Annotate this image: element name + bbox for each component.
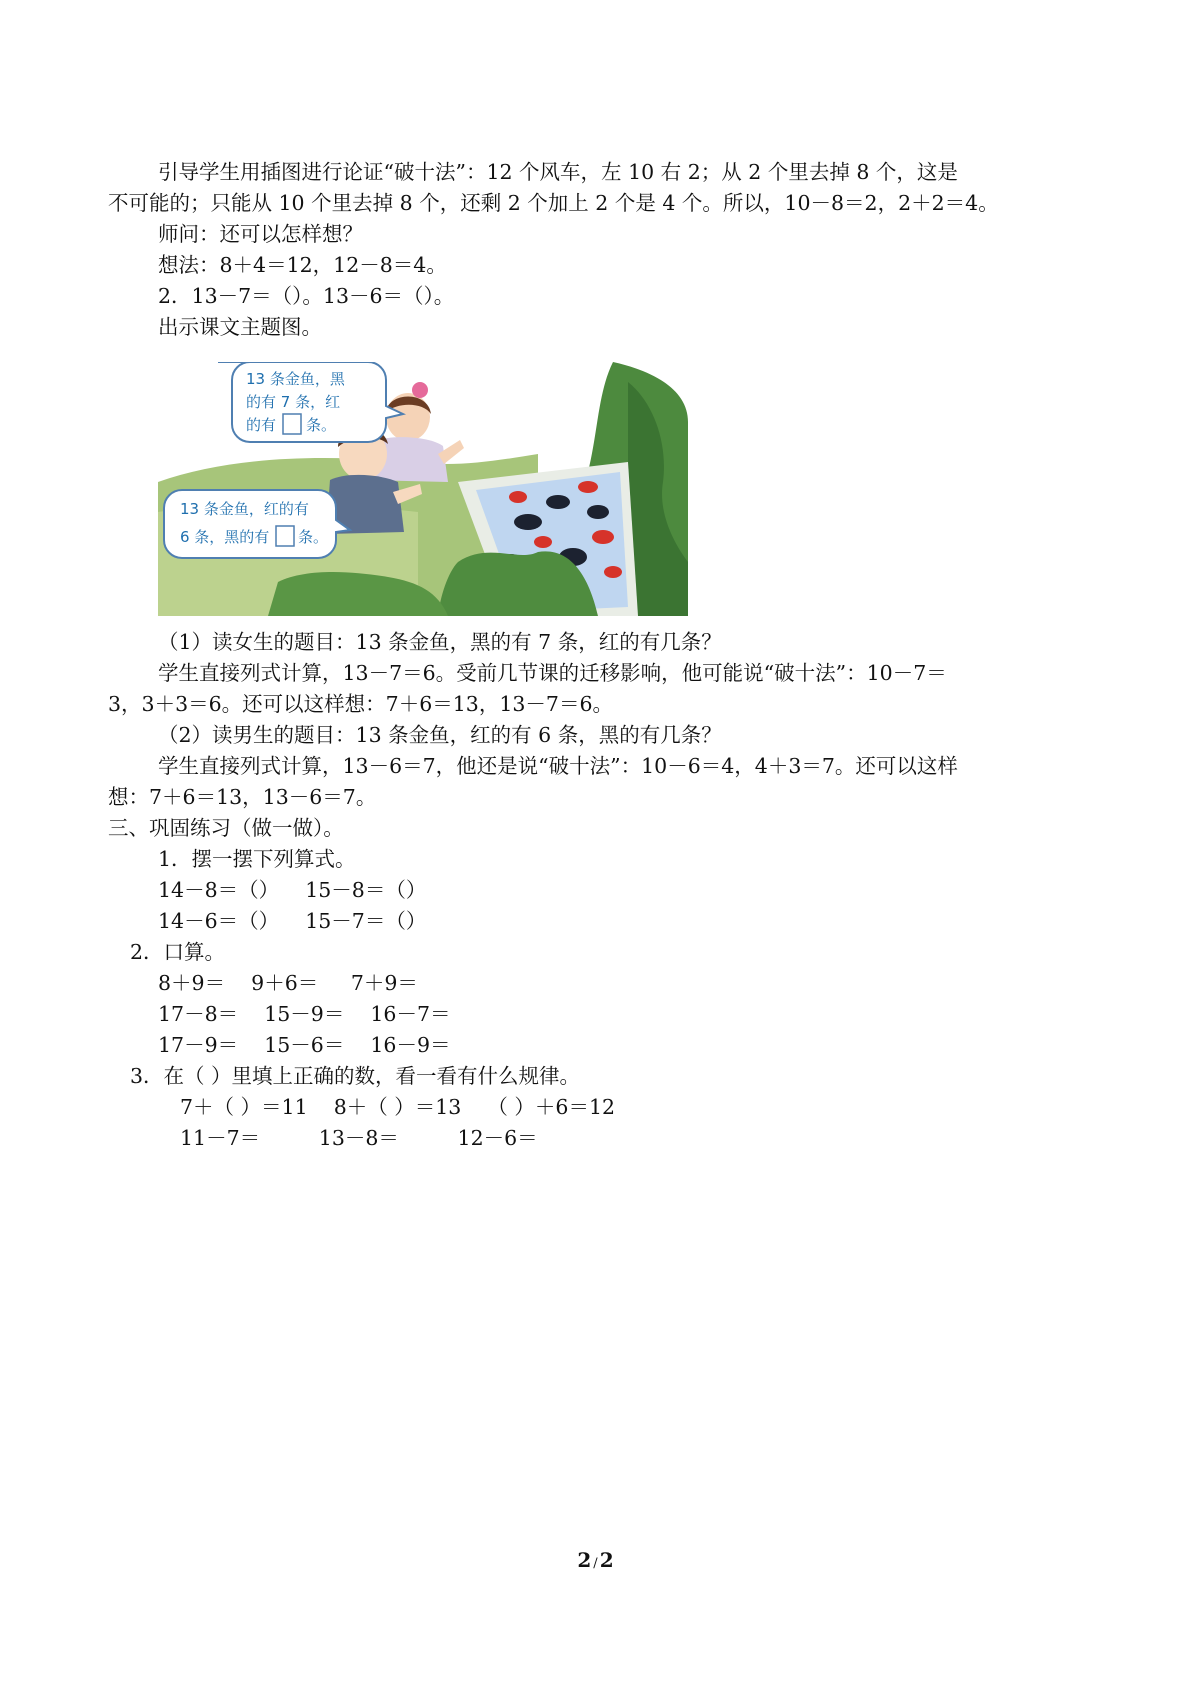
page-current: 2	[577, 1548, 592, 1572]
paragraph-line: （1）读女生的题目：13 条金鱼，黑的有 7 条，红的有几条？	[158, 630, 722, 654]
girl-bubble-line-4: 条。	[306, 416, 337, 434]
exercise-line: 17－8＝ 15－9＝ 16－7＝	[158, 1002, 451, 1026]
paragraph-line: 不可能的；只能从 10 个里去掉 8 个，还剩 2 个加上 2 个是 4 个。所以，10－8＝2，2＋2＝4。	[108, 191, 999, 215]
paragraph-line: 师问：还可以怎样想？	[158, 222, 363, 246]
exercise-title: 3．在（ ）里填上正确的数，看一看有什么规律。	[130, 1064, 581, 1088]
boy-bubble-line-3: 条。	[298, 528, 329, 546]
exercise-title: 2．口算。	[130, 940, 226, 964]
textbook-illustration	[158, 362, 688, 616]
page-total: 2	[599, 1548, 614, 1572]
exercise-line: 8＋9＝ 9＋6＝ 7＋9＝	[158, 971, 418, 995]
paragraph-line: 想：7＋6＝13，13－6＝7。	[108, 785, 377, 809]
girl-bubble-line-2: 的有 7 条，红	[246, 393, 341, 411]
paragraph-line: 3，3＋3＝6。还可以这样想：7＋6＝13，13－7＝6。	[108, 692, 614, 716]
exercise-line: 11－7＝ 13－8＝ 12－6＝	[180, 1126, 538, 1150]
paragraph-line: 引导学生用插图进行论证“破十法”：12 个风车，左 10 右 2；从 2 个里去掉 8 个，这是	[158, 160, 958, 184]
paragraph-line: 2．13－7＝（）。13－6＝（）。	[158, 284, 455, 308]
girl-bubble-line-3: 的有	[246, 416, 277, 434]
exercise-line: 17－9＝ 15－6＝ 16－9＝	[158, 1033, 451, 1057]
boy-bubble-line-1: 13 条金鱼，红的有	[180, 500, 309, 518]
boy-bubble-line-2: 6 条，黑的有	[180, 528, 270, 546]
girl-bubble-line-1: 13 条金鱼，黑	[246, 370, 345, 388]
exercise-line: 14－8＝（） 15－8＝（）	[158, 878, 427, 902]
page-number	[0, 1548, 1191, 1572]
exercise-line: 14－6＝（） 15－7＝（）	[158, 909, 427, 933]
paragraph-line: 出示课文主题图。	[158, 315, 322, 339]
exercise-line: 7＋（ ）＝11 8＋（ ）＝13 （ ）＋6＝12	[180, 1095, 616, 1119]
exercise-title: 1．摆一摆下列算式。	[158, 847, 356, 871]
section-heading: 三、巩固练习（做一做）。	[108, 816, 344, 840]
answer-box	[276, 526, 294, 546]
page-separator: /	[593, 1556, 598, 1571]
paragraph-line: 学生直接列式计算，13－6＝7，他还是说“破十法”：10－6＝4，4＋3＝7。还可以这样	[158, 754, 958, 778]
paragraph-line: 想法：8＋4＝12，12－8＝4。	[158, 253, 447, 277]
paragraph-line: （2）读男生的题目：13 条金鱼，红的有 6 条，黑的有几条？	[158, 723, 722, 747]
answer-box	[283, 414, 301, 434]
paragraph-line: 学生直接列式计算，13－7＝6。受前几节课的迁移影响，他可能说“破十法”：10－7＝	[158, 661, 947, 685]
